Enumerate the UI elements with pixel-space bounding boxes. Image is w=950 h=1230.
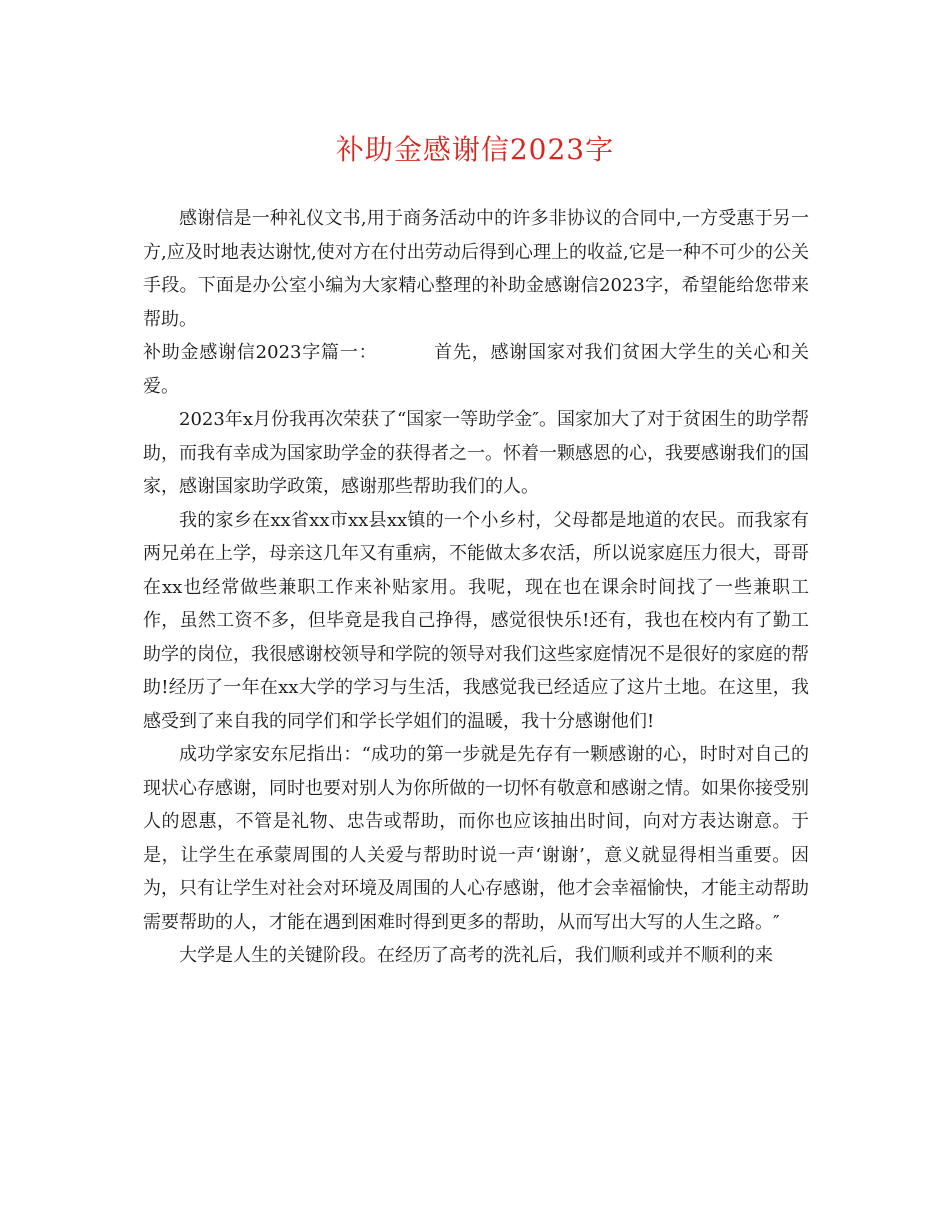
- body-paragraph: 2023年x月份我再次荣获了“国家一等助学金″。国家加大了对于贫困生的助学帮助，而我有幸成为国家助学金的获得者之一。怀着一颗感恩的心，我要感谢我们的国家，感谢国家助学政策，感谢那些帮助我们的人。: [143, 409, 809, 497]
- body-paragraph: 我的家乡在xx省xx市xx县xx镇的一个小乡村，父母都是地道的农民。而我家有两兄弟在上学，母亲这几年又有重病，不能做太多农活，所以说家庭压力很大，哥哥在xx也经常做些兼职工作来补贴家用。我呢，现在也在课余时间找了一些兼职工作，虽然工资不多，但毕竟是我自己挣得，感觉很快乐!还有，我也在校内有了勤工助学的岗位，我很感谢校领导和学院的领导对我们这些家庭情况不是很好的家庭的帮助!经历了一年在xx大学的学习与生活，我感觉我已经适应了这片土地。在这里，我感受到了来自我的同学们和学长学姐们的温暖，我十分感谢他们!: [143, 509, 809, 732]
- document-title: 补助金感谢信2023字: [335, 133, 615, 166]
- section-heading-text: 首先，感谢国家对我们贫困大学生的关心和关爱。: [143, 342, 809, 397]
- document-body: [143, 202, 809, 973]
- intro-paragraph: 感谢信是一种礼仪文书,用于商务活动中的许多非协议的合同中,一方受惠于另一方,应及时地表达谢忱,使对方在付出劳动后得到心理上的收益,它是一种不可少的公关手段。下面是办公室小编为大家精心整理的补助金感谢信2023字，希望能给您带来帮助。: [143, 208, 809, 330]
- body-paragraph: 成功学家安东尼指出：“成功的第一步就是先存有一颗感谢的心，时时对自己的现状心存感谢，同时也要对别人为你所做的一切怀有敬意和感谢之情。如果你接受别人的恩惠，不管是礼物、忠告或帮助，而你也应该抽出时间，向对方表达谢意。于是，让学生在承蒙周围的人关爱与帮助时说一声‘谢谢’，意义就显得相当重要。因为，只有让学生对社会对环境及周围的人心存感谢，他才会幸福愉快，才能主动帮助需要帮助的人，才能在遇到困难时得到更多的帮助，从而写出大写的人生之路。″: [143, 744, 809, 933]
- section-heading-label: 补助金感谢信2023字篇一：: [143, 342, 378, 363]
- body-paragraph: 大学是人生的关键阶段。在经历了高考的洗礼后，我们顺利或并不顺利的来: [179, 945, 773, 966]
- section-heading-line: [143, 336, 809, 403]
